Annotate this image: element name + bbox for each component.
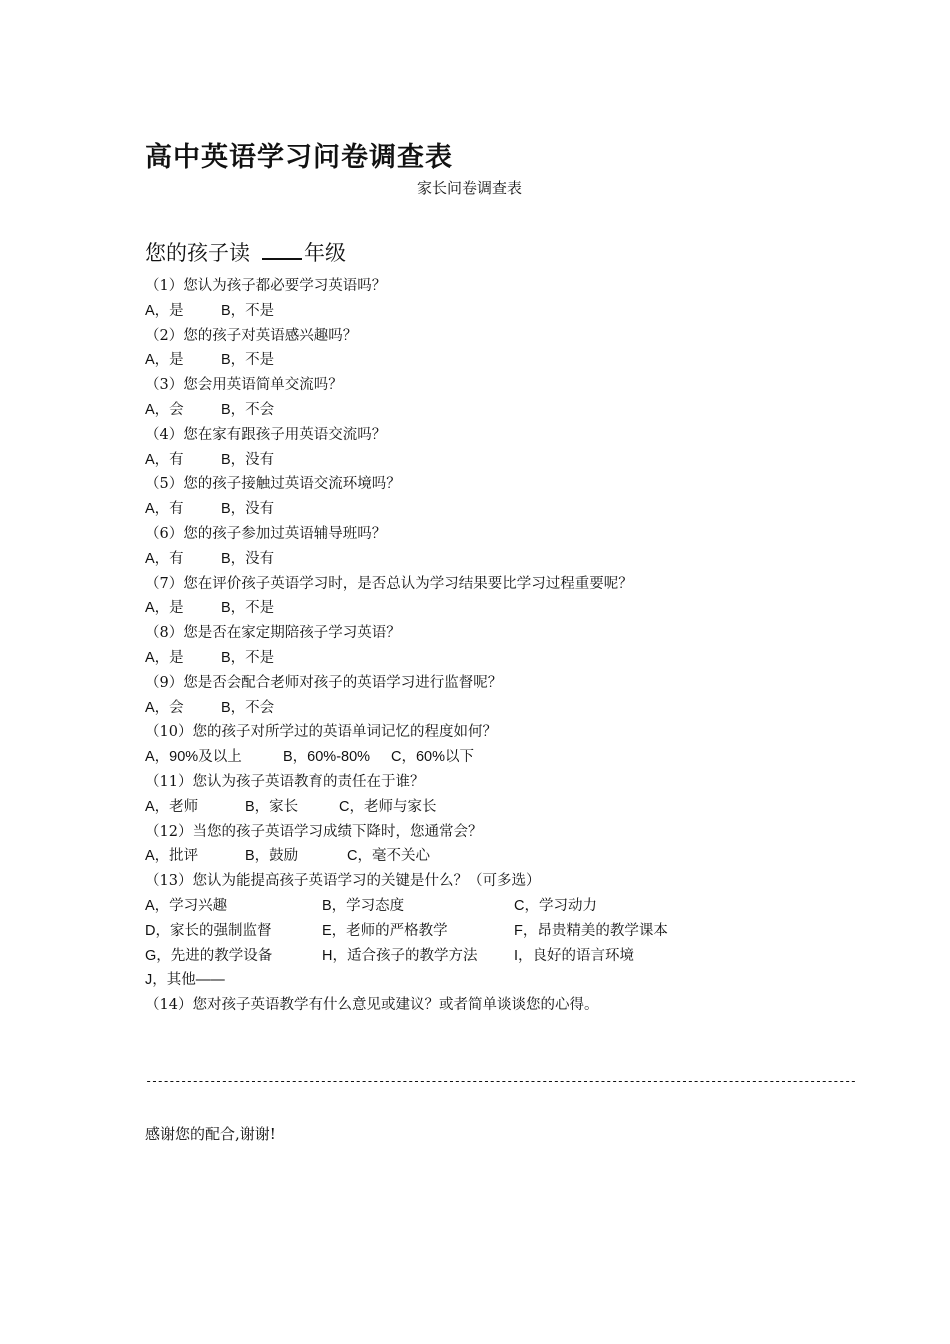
option-choice[interactable]: A，是	[145, 302, 184, 319]
question-text: （13）您认为能提高孩子英语学习的关键是什么？（可多选）	[145, 873, 541, 890]
option-choice[interactable]: C，老师与家长	[339, 798, 437, 815]
option-choice[interactable]: A，学习兴趣	[145, 897, 228, 914]
question-text: （7）您在评价孩子英语学习时，是否总认为学习结果要比学习过程重要呢？	[145, 575, 633, 592]
option-choice[interactable]: A，90%及以上	[145, 749, 242, 766]
option-choice[interactable]: E，老师的严格教学	[322, 922, 448, 939]
option-choice[interactable]: B，不会	[221, 401, 275, 418]
document-title: 高中英语学习问卷调查表	[145, 142, 453, 173]
option-choice[interactable]: B，不是	[221, 302, 275, 319]
options-row	[145, 596, 785, 621]
option-choice[interactable]: B，没有	[221, 550, 275, 567]
option-choice[interactable]: A，批评	[145, 848, 199, 865]
option-choice[interactable]: A，有	[145, 550, 184, 567]
option-choice[interactable]: I，良好的语言环境	[514, 947, 635, 964]
options-row	[145, 497, 785, 522]
option-choice[interactable]: B，没有	[221, 451, 275, 468]
options-row	[145, 696, 785, 721]
option-choice[interactable]: C，60%以下	[391, 749, 474, 766]
option-choice[interactable]: B，60%-80%	[283, 749, 371, 766]
question-text: （14）您对孩子英语教学有什么意见或建议？或者简单谈谈您的心得。	[145, 997, 599, 1014]
option-choice[interactable]: B，没有	[221, 501, 275, 518]
question-text: （12）当您的孩子英语学习成绩下降时，您通常会？	[145, 823, 483, 840]
question-text: （5）您的孩子接触过英语交流环境吗？	[145, 476, 401, 493]
divider-line: --------------------------------------------------------------------------------------------------------------------------	[145, 1074, 856, 1088]
grade-suffix: 年级	[304, 241, 346, 265]
question-text: （4）您在家有跟孩子用英语交流吗？	[145, 426, 387, 443]
option-choice[interactable]: A，有	[145, 451, 184, 468]
question-text: （11）您认为孩子英语教育的责任在于谁？	[145, 773, 425, 790]
option-choice[interactable]: A，是	[145, 352, 184, 369]
options-row	[145, 795, 785, 820]
option-choice[interactable]: A，会	[145, 699, 184, 716]
option-choice[interactable]: J，其他——	[145, 972, 225, 989]
option-choice[interactable]: B，不是	[221, 352, 275, 369]
option-choice[interactable]: A，是	[145, 600, 184, 617]
options-row	[145, 646, 785, 671]
question-text: （9）您是否会配合老师对孩子的英语学习进行监督呢？	[145, 674, 503, 691]
options-row	[145, 844, 785, 869]
option-choice[interactable]: C，学习动力	[514, 897, 597, 914]
option-choice[interactable]: B，鼓励	[245, 848, 299, 865]
question-text: （1）您认为孩子都必要学习英语吗？	[145, 278, 387, 294]
option-choice[interactable]: B，不是	[221, 649, 275, 666]
document-subtitle: 家长问卷调查表	[417, 179, 523, 197]
options-row	[145, 894, 785, 919]
option-choice[interactable]: B，不会	[221, 699, 275, 716]
options-row	[145, 745, 785, 770]
grade-line	[145, 237, 346, 267]
question-text: （2）您的孩子对英语感兴趣吗？	[145, 327, 358, 344]
option-choice[interactable]: A，会	[145, 401, 184, 418]
question-text: （10）您的孩子对所学过的英语单词记忆的程度如何？	[145, 724, 497, 741]
question-text: （3）您会用英语简单交流吗？	[145, 377, 343, 394]
options-row	[145, 348, 785, 373]
option-choice[interactable]: D，家长的强制监督	[145, 922, 272, 939]
option-choice[interactable]: A，有	[145, 501, 184, 518]
options-row	[145, 398, 785, 423]
option-choice[interactable]: B，家长	[245, 798, 299, 815]
options-row	[145, 919, 785, 944]
grade-prefix: 您的孩子读	[145, 241, 250, 265]
question-text: （8）您是否在家定期陪孩子学习英语？	[145, 625, 401, 642]
grade-blank[interactable]	[262, 240, 302, 260]
option-choice[interactable]: A，老师	[145, 798, 199, 815]
options-row	[145, 968, 785, 993]
option-choice[interactable]: B，学习态度	[322, 897, 405, 914]
options-row	[145, 299, 785, 324]
option-choice[interactable]: H，适合孩子的教学方法	[322, 947, 478, 964]
options-row	[145, 448, 785, 473]
thanks-note: 感谢您的配合,谢谢!	[145, 1125, 276, 1143]
option-choice[interactable]: F，昂贵精美的教学课本	[514, 922, 668, 939]
option-choice[interactable]: B，不是	[221, 600, 275, 617]
options-row	[145, 944, 785, 969]
question-text: （6）您的孩子参加过英语辅导班吗？	[145, 525, 387, 542]
option-choice[interactable]: A，是	[145, 649, 184, 666]
options-row	[145, 547, 785, 572]
option-choice[interactable]: G，先进的教学设备	[145, 947, 273, 964]
option-choice[interactable]: C，毫不关心	[347, 848, 430, 865]
question-list	[145, 274, 785, 1018]
